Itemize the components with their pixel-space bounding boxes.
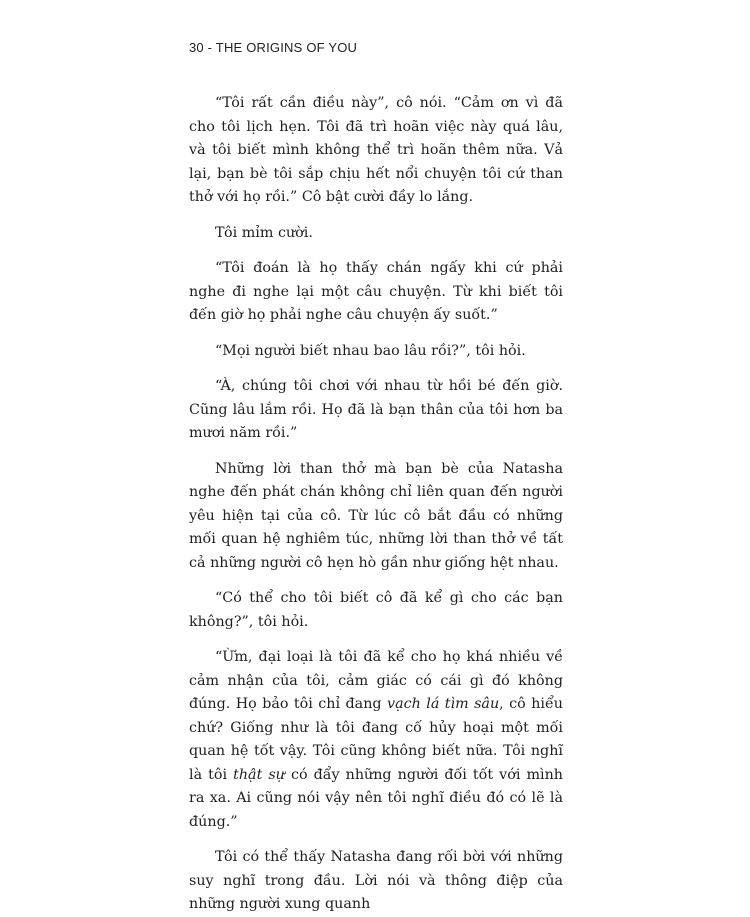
paragraph (189, 646, 563, 834)
paragraph: “Có thể cho tôi biết cô đã kể gì cho các bạn không?”, tôi hỏi. (189, 590, 563, 630)
paragraph-text: “Ừm, đại loại là tôi đã kể cho họ khá nhiều về cảm nhận của tôi, cảm giác có cái gì đó không đúng. Họ bảo tôi chỉ đang (189, 649, 563, 712)
paragraph: “Mọi người biết nhau bao lâu rồi?”, tôi hỏi. (215, 342, 526, 359)
header-separator: - (203, 40, 216, 55)
paragraph-text: , cô hiểu chứ? Giống như là tôi đang cố hủy hoại một mối quan hệ tốt vậy. Tôi cũng không biết nữa. Tôi nghĩ là tôi (189, 696, 563, 783)
italic-phrase: thật sự (233, 766, 285, 783)
paragraph: “À, chúng tôi chơi với nhau từ hồi bé đến giờ. Cũng lâu lắm rồi. Họ đã là bạn thân của tôi hơn ba mươi năm rồi.” (189, 378, 563, 441)
paragraph: Tôi mỉm cười. (215, 224, 313, 241)
running-header (189, 40, 357, 55)
paragraph: “Tôi đoán là họ thấy chán ngấy khi cứ phải nghe đi nghe lại một câu chuyện. Từ khi biết tôi đến giờ họ phải nghe câu chuyện ấy suốt.” (189, 260, 563, 323)
paragraph: Những lời than thở mà bạn bè của Natasha nghe đến phát chán không chỉ liên quan đến người yêu hiện tại của cô. Từ lúc cô bắt đầu có những mối quan hệ nghiêm túc, những lời than thở về tất cả những người cô hẹn hò gần như giống hệt nhau. (189, 460, 563, 571)
paragraph: “Tôi rất cần điều này”, cô nói. “Cảm ơn vì đã cho tôi lịch hẹn. Tôi đã trì hoãn việc này quá lâu, và tôi biết mình không thể trì hoãn thêm nữa. Vả lại, bạn bè tôi sắp chịu hết nổi chuyện tôi cứ than thở với họ rồi.” Cô bật cười đầy lo lắng. (189, 95, 563, 205)
body-text (189, 92, 563, 917)
paragraph-text: có đẩy những người đối tốt với mình ra xa. Ai cũng nói vậy nên tôi nghĩ điều đó có lẽ là đúng.” (189, 766, 564, 830)
paragraph: Tôi có thể thấy Natasha đang rối bời với những suy nghĩ trong đầu. Lời nói và thông điệp của những người xung quanh (189, 849, 563, 912)
italic-phrase: vạch lá tìm sâu (387, 696, 500, 712)
page-number: 30 (189, 40, 204, 55)
book-title: THE ORIGINS OF YOU (215, 40, 358, 55)
